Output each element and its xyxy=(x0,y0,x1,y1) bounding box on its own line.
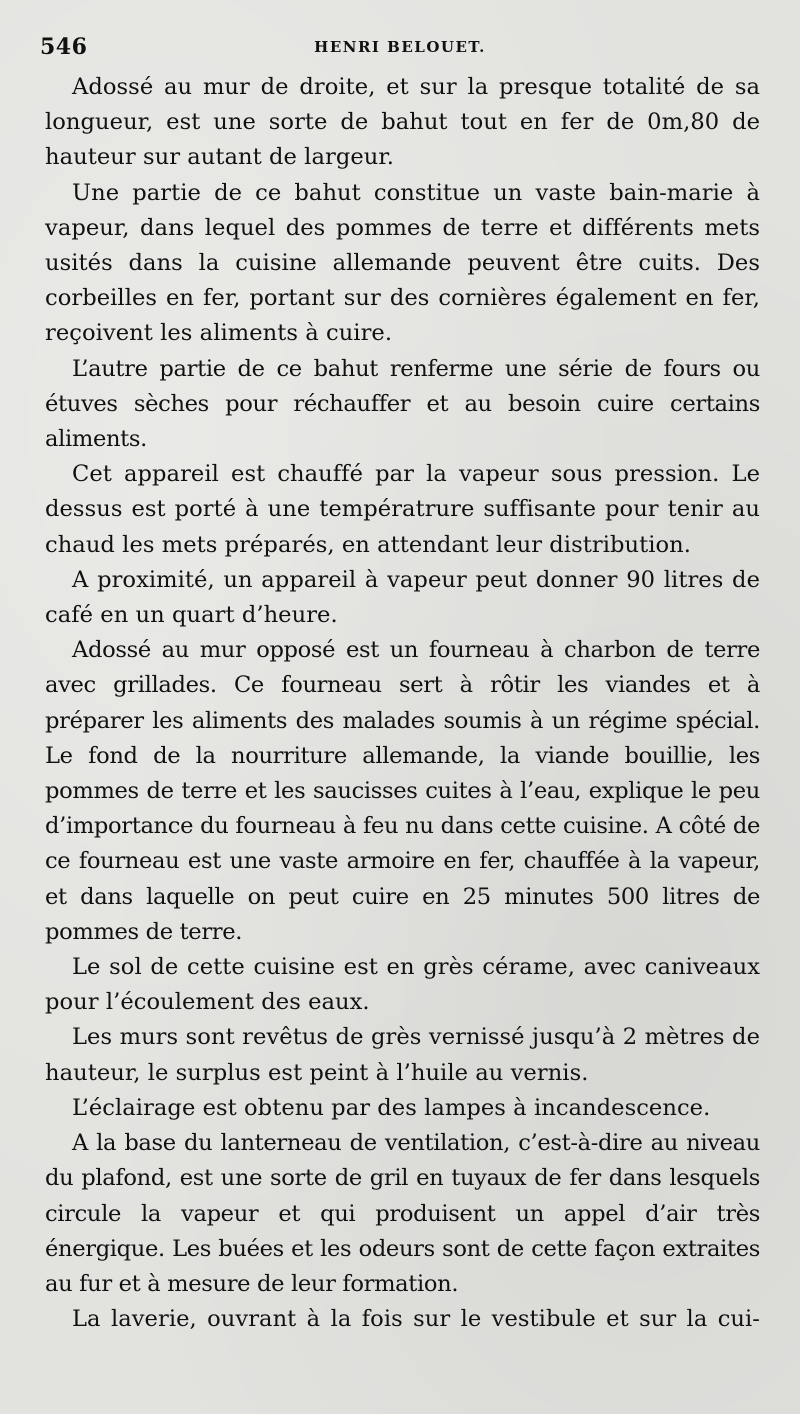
paragraph-fourneau: Adossé au mur opposé est un fourneau à charbon de terre avec grillades. Ce fourneau sert à rôtir les viandes et à préparer les aliments des malades soumis à un régime spécial. Le fond de la nourriture allemande, la viande bouillie, les pommes de terre et les saucisses cuites à l’eau, explique le peu d’importance du fourneau à feu nu dans cette cuisine. A côté de ce fourneau est une vaste armoire en fer, chauffée à la vapeur, et dans laquelle on peut cuire en 25 minutes 500 litres de pommes de terre. xyxy=(45,637,760,945)
paragraph-murs: Les murs sont revêtus de grès vernissé jusqu’à 2 mètres de hauteur, le surplus est peint à l’huile au vernis. xyxy=(45,1024,760,1086)
paragraph-laverie: La laverie, ouvrant à la fois sur le vestibule et sur la cui- xyxy=(72,1306,760,1333)
paragraph-bain-marie: Une partie de ce bahut constitue un vaste bain-marie à vapeur, dans lequel des pommes de terre et différents mets usités dans la cuisine allemande peuvent être cuits. Des corbeilles en fer, portant sur des cornières également en fer, reçoivent les aliments à cuire. xyxy=(45,179,760,347)
running-head: HENRI BELOUET. xyxy=(314,38,486,56)
page-number: 546 xyxy=(40,34,88,60)
page-header xyxy=(40,34,760,64)
paragraph-bahut: Adossé au mur de droite, et sur la presque totalité de sa longueur, est une sorte de bahut tout en fer de 0m,80 de hauteur sur autant de largeur. xyxy=(45,74,760,171)
paragraph-vapeur: Cet appareil est chauffé par la vapeur sous pression. Le dessus est porté à une températrure suffisante pour tenir au chaud les mets préparés, en attendant leur distribution. xyxy=(45,461,760,558)
paragraph-fours: L’autre partie de ce bahut renferme une série de fours ou étuves sèches pour réchauffer et au besoin cuire certains aliments. xyxy=(45,355,760,453)
paragraph-eclairage: L’éclairage est obtenu par des lampes à incandescence. xyxy=(72,1094,711,1121)
body-text xyxy=(45,70,760,1337)
paragraph-ventilation: A la base du lanterneau de ventilation, c’est-à-dire au niveau du plafond, est une sorte de gril en tuyaux de fer dans lesquels circule la vapeur et qui produisent un appel d’air très énergique. Les buées et les odeurs sont de cette façon extraites au fur et à mesure de leur formation. xyxy=(45,1130,760,1297)
paragraph-cafe: A proximité, un appareil à vapeur peut donner 90 litres de café en un quart d’heure. xyxy=(45,566,760,629)
paragraph-sol: Le sol de cette cuisine est en grès cérame, avec caniveaux pour l’écoulement des eaux. xyxy=(45,954,760,1016)
